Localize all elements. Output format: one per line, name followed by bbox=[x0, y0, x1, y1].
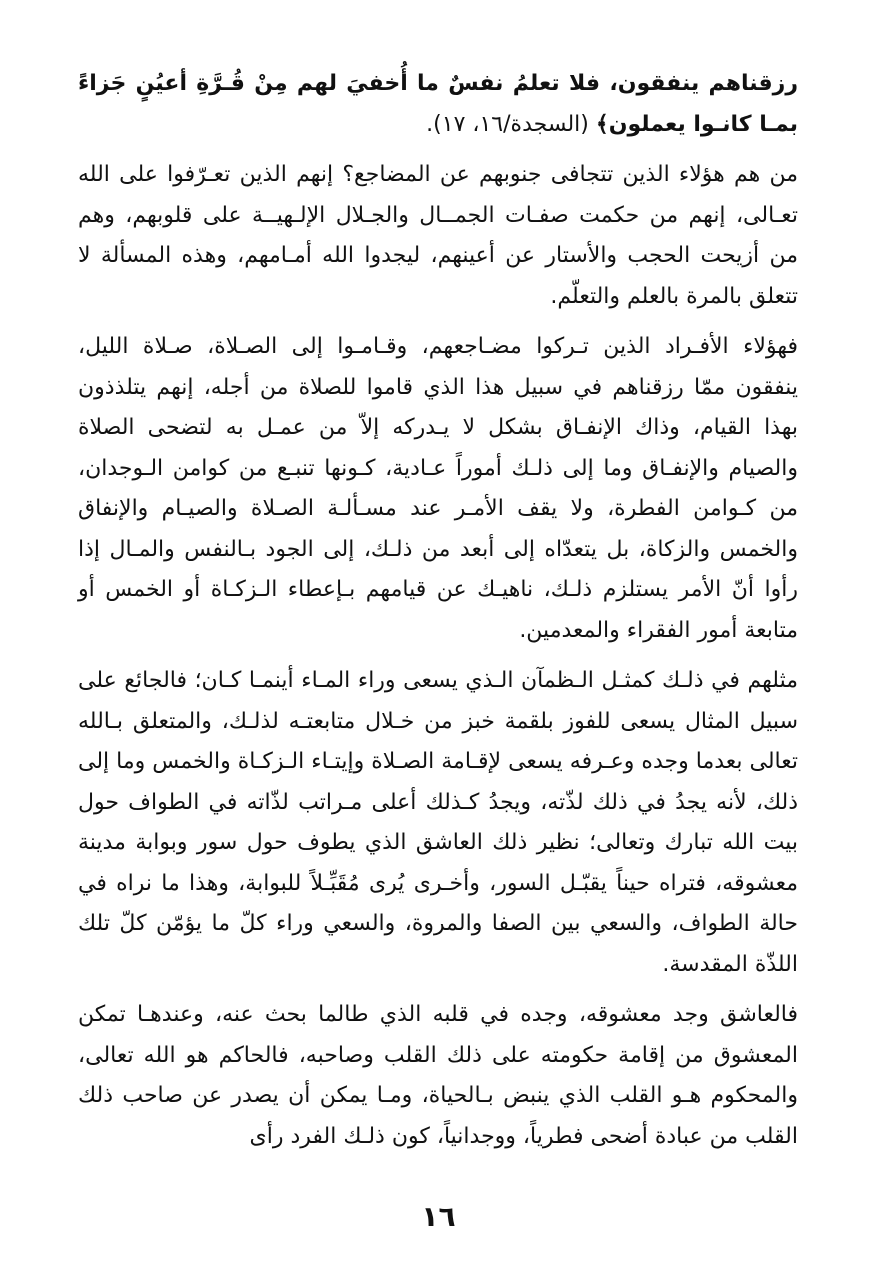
quran-quote-paragraph bbox=[78, 64, 798, 145]
document-page bbox=[78, 64, 798, 1157]
paragraph-1: من هم هؤلاء الذين تتجافى جنوبهم عن المضاجع؟ إنهم الذين تعـرّفوا على الله تعـالى، إنهم من حكمت صفـات الجمــال والجـلال الإلـهيــة على قلوبهم، وهم من أزيحت الحجب والأستار عن أعينهم، ليجدوا الله أمـامهم، وهذه المسألة لا تتعلق بالمرة بالعلم والتعلّم. bbox=[78, 162, 798, 309]
page-number: ١٦ bbox=[421, 1200, 456, 1233]
paragraph-2: فهؤلاء الأفـراد الذين تـركوا مضـاجعهم، وقـامـوا إلى الصـلاة، صـلاة الليل، ينفقون ممّا رزقناهم في سبيل هذا الذي قاموا للصلاة من أجله، إنهم يتلذذون بهذا القيام، وذاك الإنفـاق بشكل لا يـدركه إلاّ من عمـل به لتضحى الصلاة والصيام والإنفـاق وما إلى ذلـك أموراً عـادية، كـونها تنبـع من كوامن الـوجدان، من كـوامن الفطرة، ولا يقف الأمـر عند مسـألـة الصـلاة والصيـام والإنفاق والخمس والزكاة، بل يتعدّاه إلى أبعد من ذلـك، إلى الجود بـالنفس والمـال إذا رأوا أنّ الأمر يستلزم ذلـك، ناهيـك عن قيامهم بـإعطاء الـزكـاة أو الخمس أو متابعة أمور الفقراء والمعدمين. bbox=[78, 334, 798, 643]
quote-reference: (السجدة/١٦، ١٧). bbox=[426, 111, 596, 137]
paragraph-4: فالعاشق وجد معشوقه، وجده في قلبه الذي طالما بحث عنه، وعندهـا تمكن المعشوق من إقامة حكومته على ذلك القلب وصاحبه، فالحاكم هو الله تعالى، والمحكوم هـو القلب الذي ينبض بـالحياة، ومـا يمكن أن يصدر عن صاحب ذلك القلب من عبادة أضحى فطرياً، ووجدانياً، كون ذلـك الفرد رأى bbox=[78, 1002, 798, 1149]
quote-bold-text: رزقناهم ينفقون، فلا تعلمُ نفسٌ ما أُخفيَ لهم مِنْ قُـرَّةِ أعيُنٍ جَزاءً بمـا كانـوا يعملون﴾ bbox=[78, 71, 798, 137]
paragraph-3: مثلهم في ذلـك كمثـل الـظمآن الـذي يسعى وراء المـاء أينمـا كـان؛ فالجائع على سبيل المثال يسعى للفوز بلقمة خبز من خـلال متابعتـه لذلـك، والمتعلق بـالله تعالى بعدما وجده وعـرفه يسعى لإقـامة الصـلاة وإيتـاء الـزكـاة والخمس وما إلى ذلك، لأنه يجدُ في ذلك لذّته، ويجدُ كـذلك أعلى مـراتب لذّاته في الطواف حول بيت الله تبارك وتعالى؛ نظير ذلك العاشق الذي يطوف حول سور وبوابة مدينة معشوقه، فتراه حيناً يقبّـل السور، وأخـرى يُرى مُقَبِّـلاً للبوابة، وهذا ما نراه في حالة الطواف، والسعي بين الصفا والمروة، والسعي وراء كلّ ما يؤمّن كلّ تلك اللذّة المقدسة. bbox=[78, 668, 798, 977]
